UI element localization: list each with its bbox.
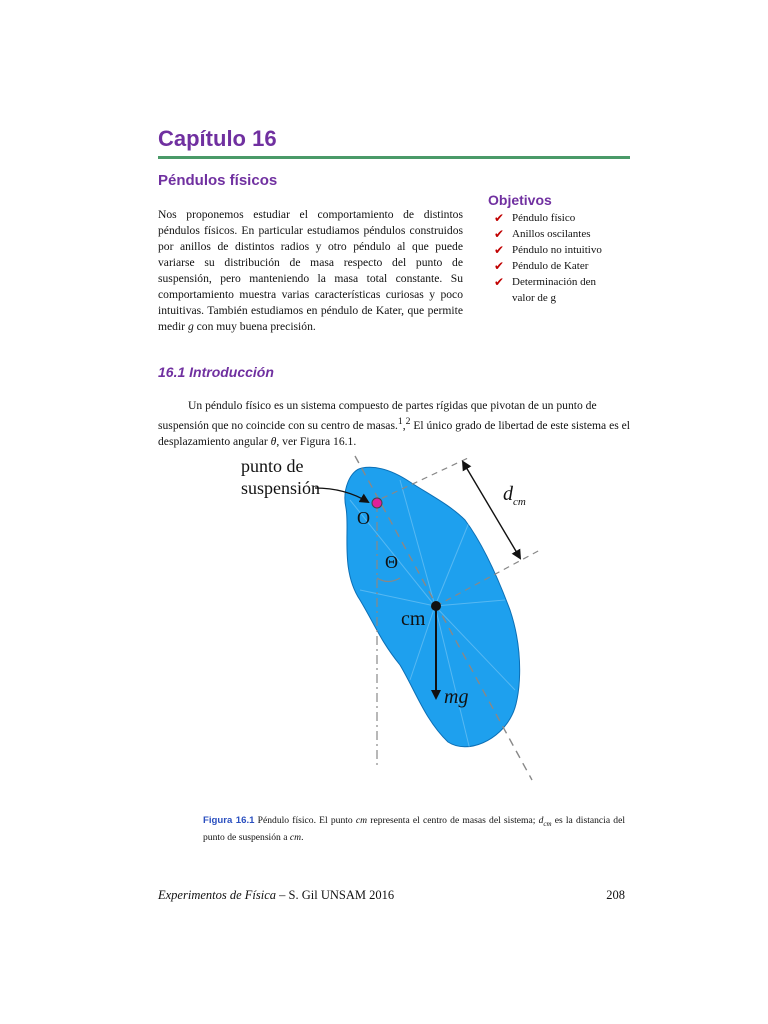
check-icon: ✔ bbox=[494, 243, 505, 257]
label-dcm: $d_{cm}$ bbox=[503, 483, 526, 508]
objective-label: Péndulo físico bbox=[512, 212, 576, 224]
footer-book-title: Experimentos de Física bbox=[158, 888, 277, 902]
label-cm: cm bbox=[401, 608, 426, 630]
reference-sep: , bbox=[402, 418, 406, 432]
caption-text-a: Péndulo físico. El punto bbox=[254, 815, 356, 826]
label-suspension-1: punto de bbox=[241, 456, 304, 476]
caption-cm2: cm bbox=[289, 831, 302, 843]
abstract-text-a: Nos proponemos estudiar el comportamiento de distintos péndulos físicos. En particular estudiamos péndulos construidos por anillos de distintos radios y otro péndulo al que puede variarse su distribución de masa respecto del punto de suspensión, pero manteniendo la masa total constante. Su comportamiento muestra varias características curiosas y poco intuitivas. También estudiamos en péndulo de Kater, que permite medir bbox=[158, 208, 463, 333]
caption-d-sub: cm bbox=[543, 819, 552, 828]
section-title: Péndulos físicos bbox=[158, 172, 278, 189]
objective-label: Determinación den valor de g bbox=[512, 276, 596, 304]
chapter-title: Capítulo 16 bbox=[158, 126, 277, 151]
figure-caption bbox=[203, 814, 625, 845]
caption-text-b: representa el centro de masas del sistema; bbox=[367, 815, 539, 826]
label-theta: Θ bbox=[385, 552, 398, 572]
check-icon: ✔ bbox=[494, 211, 505, 225]
caption-text-d: . bbox=[301, 831, 304, 843]
abstract-g: g bbox=[187, 320, 194, 333]
caption-text-c: es la distancia del punto de suspensión a bbox=[203, 815, 626, 843]
check-icon: ✔ bbox=[494, 259, 505, 273]
intro-title: 16.1 Introducción bbox=[158, 364, 274, 380]
check-icon: ✔ bbox=[494, 275, 505, 289]
page-number: 208 bbox=[606, 888, 625, 902]
check-icon: ✔ bbox=[494, 227, 505, 241]
intro-text-a: Un péndulo físico es un sistema compuesto de partes rígidas que pivotan de un punto de suspensión que no coincide con su centro de masas. bbox=[158, 399, 597, 432]
abstract-text-b: con muy buena precisión. bbox=[193, 320, 316, 333]
objectives-title: Objetivos bbox=[488, 192, 552, 208]
label-suspension-2: suspensión bbox=[241, 478, 321, 498]
intro-theta: θ bbox=[270, 434, 277, 448]
label-mg: mg bbox=[444, 686, 469, 708]
caption-cm: cm bbox=[355, 815, 368, 826]
intro-text-b: El único grado de libertad de este sistema es el desplazamiento angular bbox=[158, 418, 630, 448]
footer-author: – S. Gil UNSAM 2016 bbox=[276, 888, 395, 902]
objective-label: Péndulo no intuitivo bbox=[512, 244, 602, 256]
objective-label: Anillos oscilantes bbox=[512, 228, 591, 240]
footer-book bbox=[158, 888, 394, 903]
intro-text-c: , ver Figura 16.1. bbox=[276, 434, 357, 448]
label-o: O bbox=[357, 508, 370, 528]
caption-label: Figura 16.1 bbox=[203, 815, 255, 826]
reference-2[interactable]: 2 bbox=[405, 416, 411, 427]
caption-d: d bbox=[538, 815, 544, 826]
objective-label: Péndulo de Kater bbox=[512, 260, 589, 272]
pivot-point bbox=[372, 498, 382, 508]
reference-1[interactable]: 1 bbox=[397, 416, 403, 427]
